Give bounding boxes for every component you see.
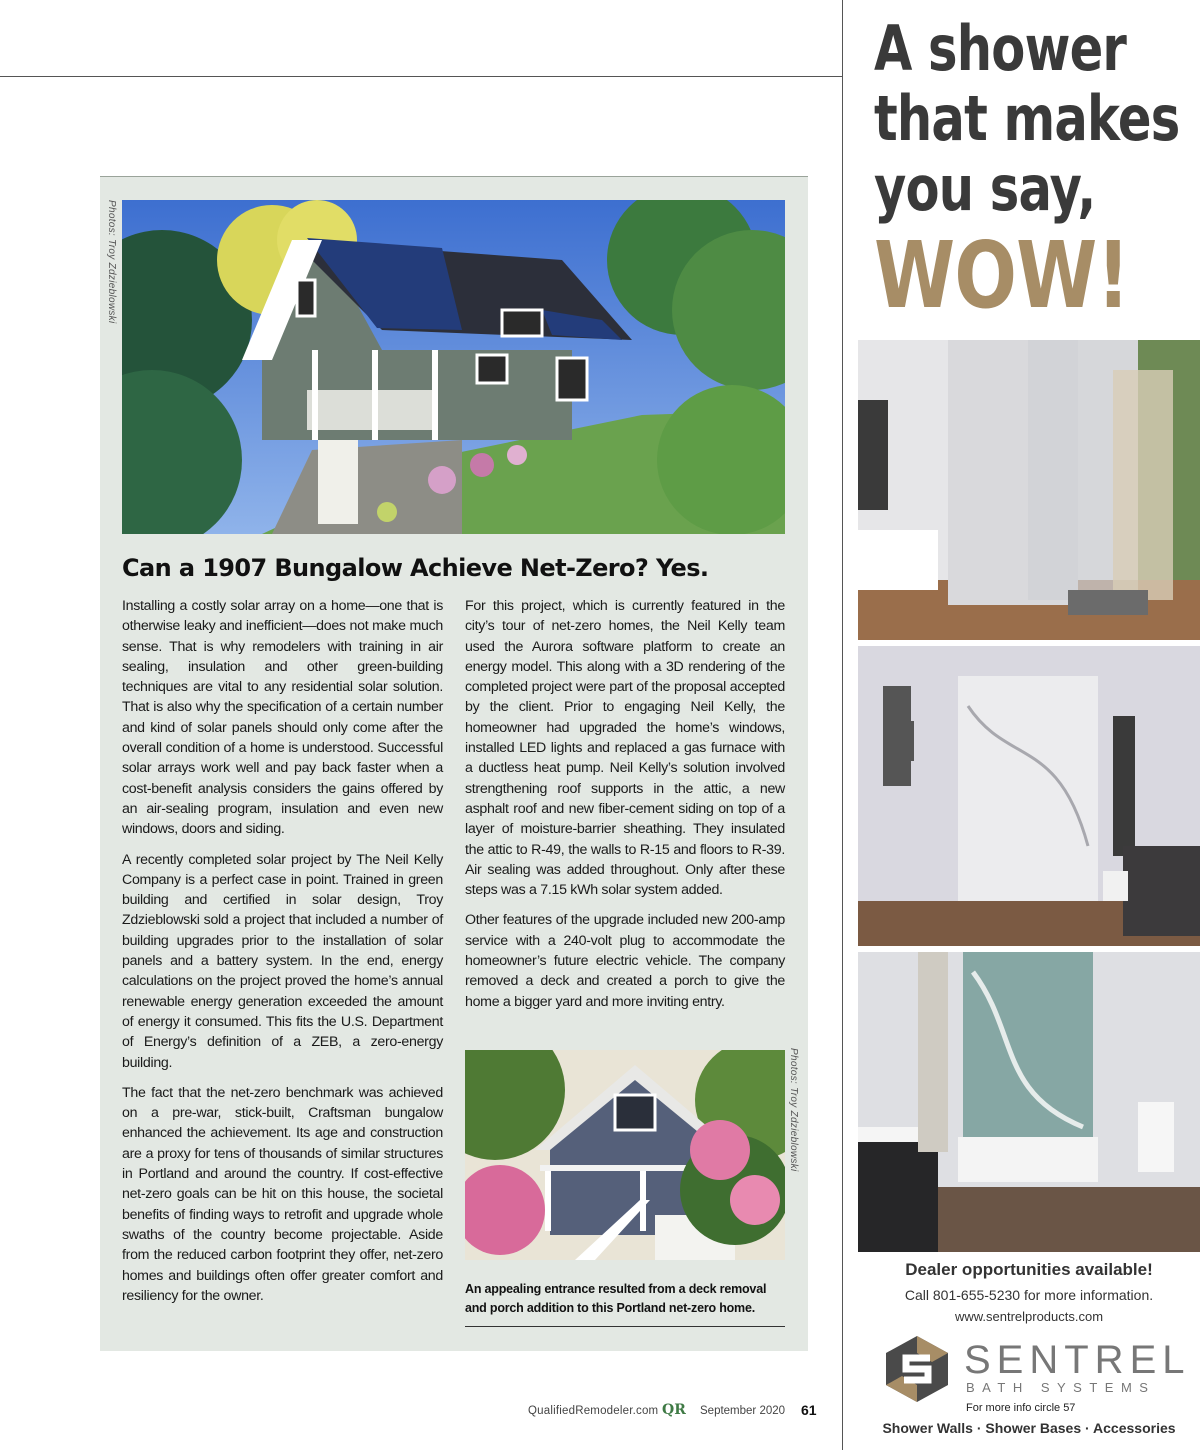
paragraph: Installing a costly solar array on a home—one that is otherwise leaky and inefficient—does not make much sense. That is why remodelers with training in air sealing, insulation and other green-building techniques are vital to any residential solar solution. That is also why the specification of a certain number and kind of solar panels should only come after the overall condition of a home is understood. Successful solar arrays work well and pay back faster when a cost-benefit analysis considers the gains offered by an air-sealing program, insulation and even new windows, doors and siding. (122, 598, 443, 838)
article-headline: Can a 1907 Bungalow Achieve Net-Zero? Yes. (122, 554, 709, 582)
ad-website-link[interactable]: www.sentrelproducts.com (954, 1309, 1104, 1324)
article-column-2 (465, 596, 785, 1022)
footer-date: September 2020 (700, 1405, 786, 1417)
column-divider (842, 0, 843, 1450)
ad-info-circle: For more info circle 57 (966, 1402, 1076, 1414)
photo-credit-main: Photos: Troy Zdzieblowski (106, 200, 117, 324)
ad-dealer-text: Dealer opportunities available! (905, 1260, 1153, 1279)
ad-line-2: that makes (874, 82, 1180, 155)
top-rule (0, 76, 842, 77)
sentrel-logo-icon (884, 1334, 950, 1404)
porch-photo (465, 1050, 785, 1260)
paragraph: A recently completed solar project by The Neil Kelly Company is a perfect case in point. Trained in green building and certified in solar design, Troy Zdzieblowski sold a project that included a number of building upgrades prior to the installation of solar panels and a battery system. In the end, energy calculations on the project proved the home’s annual renewable energy generation exceeded the amount of energy it consumed. This fits the U.S. Department of Energy’s definition of a ZEB, a zero-energy building. (122, 851, 443, 1071)
photo-caption: An appealing entrance resulted from a deck removal and porch addition to this Portland net-zero home. (465, 1280, 785, 1327)
footer-logo: QR (662, 1402, 686, 1418)
paragraph: For this project, which is currently featured in the city’s tour of net-zero homes, the Neil Kelly team used the Aurora software platform to create an energy model. This along with a 3D rendering of the completed project were part of the proposal accepted by the client. Prior to engaging Neil Kelly, the homeowner had upgraded the home’s windows, installed LED lights and replaced a gas furnace with a ductless heat pump. Neil Kelly’s solution involved strengthening roof supports in the attic, a new asphalt roof and new fiber-cement siding on top of a layer of moisture-barrier sheathing. They insulated the attic to R-49, the walls to R-15 and floors to R-39. Air sealing was added throughout. Only after these steps was a 7.15 kWh solar system added. (465, 598, 785, 899)
shower-photo-1 (858, 340, 1200, 640)
photo-credit-small: Photos: Troy Zdzieblowski (788, 1048, 799, 1172)
ad-brand-name: SENTREL (964, 1338, 1191, 1382)
paragraph: The fact that the net-zero benchmark was achieved on a pre-war, stick-built, Craftsman bungalow enhanced the achievement. Its age and construction are a proxy for tens of thousands of similar structures in Portland and around the country. If cost-effective net-zero goals can be hit on this house, the societal benefits of finding ways to retrofit and upgrade whole swaths of the country become projectable. Aside from the reduced carbon footprint they offer, net-zero homes and buildings often offer greater comfort and resiliency for the owner. (122, 1084, 443, 1304)
article-column-1 (122, 596, 443, 1316)
paragraph: Other features of the upgrade included new 200-amp service with a 240-volt plug to accommodate the homeowner’s future electric vehicle. The company removed a deck and created a porch to give the home a bigger yard and more inviting entry. (465, 912, 785, 1010)
page-number: 61 (801, 1402, 817, 1418)
ad-line-3: you say, (874, 152, 1096, 225)
rendering-photo (122, 200, 785, 534)
ad-line-1: A shower (874, 12, 1127, 85)
ad-products: Shower Walls · Shower Bases · Accessories (882, 1420, 1176, 1436)
shower-photo-3 (858, 952, 1200, 1252)
ad-brand-subtitle: BATH SYSTEMS (966, 1380, 1156, 1395)
ad-headline (874, 12, 1194, 329)
ad-wow: WOW! (874, 222, 1130, 329)
ad-call-text: Call 801-655-5230 for more information. (904, 1287, 1154, 1303)
footer-site: QualifiedRemodeler.com (528, 1405, 659, 1417)
shower-photo-2 (858, 646, 1200, 946)
